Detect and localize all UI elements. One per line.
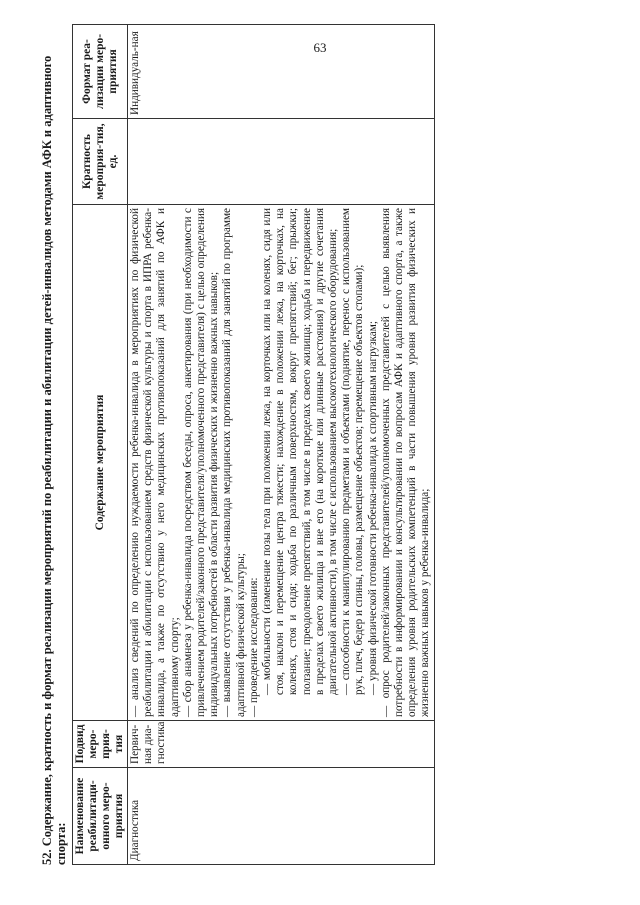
header-multiplicity: Кратность мероприя-тия, ед. (73, 119, 128, 205)
content-item: — сбор анамнеза у ребенка-инвалида посредством беседы, опроса, анкетирования (при необходимости с привлечением родителей/законного представителя/уполномоченного представителя) с целью определения индивидуальных потребностей в области развития физических и жизненно важных навыков; (181, 208, 221, 717)
section-heading: 52. Содержание, кратность и формат реализации мероприятий по реабилитации и абилитации детей-инвалидов методами АФК и адаптивного спорта: (40, 55, 68, 865)
content-subitem: — мобильности (изменение позы тела при положении лежа, на корточках или на коленях, сидя или стоя, наклон и перемещение центра тяжести; нахождение в положении лежа, на корточках, на коленях, стоя и сидя; ходьба по различным поверхностям, вокруг препятствий; бег; прыжки; ползание; преодоление препятствий, в том числе в пределах своего жилища; ходьба и передвижение в пределах своего жилища и вне его (на короткие или длинные расстояния) и другие сочетания двигательной активности), в том числе с использованием высокотехнологического оборудования; (261, 208, 340, 695)
header-subtype: Подвид меро-прия-тия (73, 721, 128, 768)
header-name: Наименование реабилитаци-онного меро-приятия (73, 768, 128, 865)
rotated-document-content (40, 25, 600, 865)
content-item: — проведение исследования: (247, 577, 260, 717)
header-format: Формат реа-лизации меро-приятия (73, 25, 128, 119)
page-number: 63 (313, 40, 327, 55)
table-row (128, 25, 435, 865)
cell-subtype: Первич-ная диа-гностика (128, 721, 435, 768)
content-item: — анализ сведений по определению нуждаемости ребенка-инвалида в мероприятиях по физической реабилитации и абилитации с использованием средств физической культуры и спорта в ИПРА ребенка-инвалида, а также по отсутствию у него медицинских противопоказаний для занятий по АФК и адаптивному спорту; (129, 208, 181, 717)
cell-content (128, 205, 435, 721)
content-item: — опрос родителей/законных представителей/уполномоченных представителей с целью выявления потребности в информировании и консультировании по вопросам АФК и адаптивного спорта, а также определения уровня родительских компетенций в части повышения уровня развития физических и жизненно важных навыков у ребенка-инвалида; (379, 208, 432, 717)
content-subitem: — способности к манипулированию предметами и объектами (поднятие, перенос с использованием рук, плеч, бедер и спины, головы, размещение объектов; перемещение объектов стопами); (340, 208, 366, 695)
content-subitem: — уровня физической готовности ребенка-инвалида к спортивным нагрузкам; (366, 321, 379, 695)
header-content: Содержание мероприятия (73, 205, 128, 721)
cell-multiplicity (128, 119, 435, 205)
cell-format: Индивидуаль-ная (128, 25, 435, 119)
measures-table (72, 24, 435, 865)
content-item: — выявление отсутствия у ребенка-инвалида медицинских противопоказаний для занятий по программе адаптивной физической культуры; (221, 208, 247, 717)
cell-name: Диагностика (128, 768, 435, 865)
table-header-row (73, 25, 128, 865)
